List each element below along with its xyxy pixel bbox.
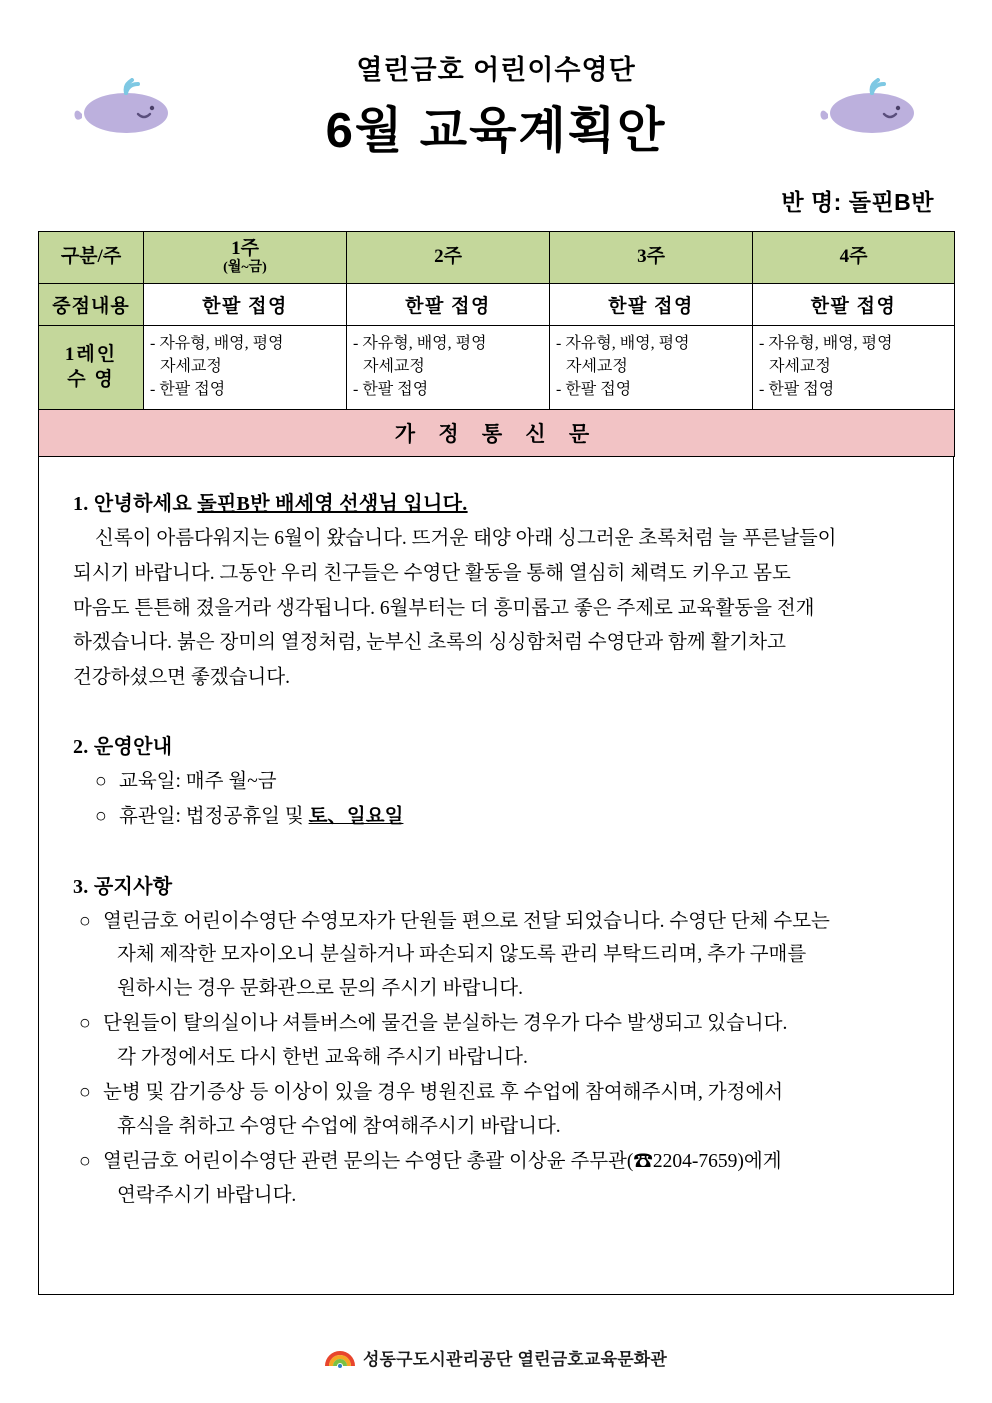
document-header — [38, 0, 954, 162]
lane-week3-line2: 자세교정 — [566, 357, 628, 375]
lane-week4 — [753, 325, 955, 410]
row-label-focus: 중점내용 — [39, 283, 144, 325]
lane-week1 — [144, 325, 347, 410]
table-row — [39, 283, 955, 325]
circle-bullet-icon: ○ — [79, 1082, 91, 1104]
section1-line2: 되시기 바랍니다. 그동안 우리 친구들은 수영단 활동을 통해 열심히 체력도 키우고 몸도 — [73, 562, 791, 584]
circle-bullet-icon: ○ — [79, 1151, 91, 1173]
row-label-lane — [39, 325, 144, 410]
lane-week4-line3: - 한팔 접영 — [759, 380, 835, 398]
section3-item2-line2: 각 가정에서도 다시 한번 교육해 주시기 바랍니다. — [117, 1046, 528, 1068]
section2-item2-text: 휴관일: 법정공휴일 및 — [119, 806, 309, 828]
table-row — [39, 410, 955, 457]
section1-line1: 신록이 아름다워지는 6월이 왔습니다. 뜨거운 태양 아래 싱그러운 초록처럼 늘 푸른날들이 — [95, 528, 837, 550]
monthly-plan-table — [38, 231, 955, 457]
circle-bullet-icon: ○ — [79, 910, 91, 932]
section3-item4-line1: 열린금호 어린이수영단 관련 문의는 수영단 총괄 이상윤 주무관(☎2204-7659)에게 — [103, 1151, 782, 1173]
section3-item3-line2: 휴식을 취하고 수영단 수업에 참여해주시기 바랍니다. — [117, 1115, 561, 1137]
section1-title-underline: 돌핀B반 배세영 선생님 입니다. — [197, 493, 468, 516]
whale-icon — [68, 78, 178, 138]
lane-week1-line2: 자세교정 — [160, 357, 222, 375]
table-row — [39, 325, 955, 410]
section3-item4-line2: 연락주시기 바랍니다. — [117, 1185, 297, 1206]
whale-icon — [814, 78, 924, 138]
list-item — [73, 1007, 919, 1074]
lane-label-line1: 1레인 — [64, 343, 118, 365]
column-header-week1 — [144, 231, 347, 283]
list-item — [73, 905, 919, 1006]
page-title: 6월 교육계획안 — [325, 103, 667, 158]
lane-week1-line3: - 한팔 접영 — [150, 380, 226, 398]
week1-label: 1주 — [231, 237, 259, 259]
lane-label-line2: 수 영 — [67, 369, 115, 391]
section1-line4: 하겠습니다. 붉은 장미의 열정처럼, 눈부신 초록의 싱싱함처럼 수영단과 함께 활기차고 — [73, 632, 786, 654]
circle-bullet-icon: ○ — [95, 806, 107, 828]
list-item — [73, 1145, 919, 1212]
section3-item1-line1: 열린금호 어린이수영단 수영모자가 단원들 편으로 전달 되었습니다. 수영단 단체 수모는 — [103, 910, 830, 932]
section1-title-plain: 1. 안녕하세요 — [73, 493, 198, 516]
section1-line3: 마음도 튼튼해 졌을거라 생각됩니다. 6월부터는 더 흥미롭고 좋은 주제로 교육활동을 전개 — [73, 597, 815, 619]
column-header-week3: 3주 — [550, 231, 753, 283]
lane-week2-line2: 자세교정 — [363, 357, 425, 375]
section3-item3-line1: 눈병 및 감기증상 등 이상이 있을 경우 병원진료 후 수업에 참여해주시며, 가정에서 — [103, 1082, 784, 1104]
column-header-category: 구분/주 — [39, 231, 144, 283]
section3-item1-line3: 원하시는 경우 문화관으로 문의 주시기 바랍니다. — [117, 977, 523, 999]
section1-paragraph — [73, 522, 919, 696]
rainbow-logo-icon — [325, 1344, 355, 1370]
lane-week4-line2: 자세교정 — [769, 357, 831, 375]
lane-week2-line1: - 자유형, 배영, 평영 — [353, 334, 487, 352]
section1-line5: 건강하셨으면 좋겠습니다. — [73, 666, 290, 688]
lane-week4-line1: - 자유형, 배영, 평영 — [759, 334, 893, 352]
table-header-row — [39, 231, 955, 283]
column-header-week2: 2주 — [347, 231, 550, 283]
circle-bullet-icon: ○ — [79, 1013, 91, 1035]
list-item — [73, 765, 919, 799]
footer-organization: 성동구도시관리공단 열린금호교육문화관 — [362, 1349, 668, 1369]
document-footer — [0, 1344, 992, 1375]
week1-sublabel: (월~금) — [223, 260, 267, 276]
section2-item1-text: 교육일: 매주 월~금 — [119, 770, 277, 792]
notice-body — [38, 457, 954, 1295]
section3-title: 3. 공지사항 — [73, 875, 173, 898]
section3-list — [73, 905, 919, 1213]
section2-list — [73, 765, 919, 834]
lane-week3 — [550, 325, 753, 410]
section3-item2-line1: 단원들이 탈의실이나 셔틀버스에 물건을 분실하는 경우가 다수 발생되고 있습니다. — [103, 1013, 788, 1035]
circle-bullet-icon: ○ — [95, 770, 107, 792]
document-subtitle: 열린금호 어린이수영단 — [356, 55, 636, 85]
column-header-week4: 4주 — [753, 231, 955, 283]
lane-week3-line1: - 자유형, 배영, 평영 — [556, 334, 690, 352]
notice-banner: 가 정 통 신 문 — [39, 410, 955, 457]
list-item — [73, 1076, 919, 1143]
lane-week2-line3: - 한팔 접영 — [353, 380, 429, 398]
lane-week2 — [347, 325, 550, 410]
section1-title — [73, 487, 919, 516]
focus-week3: 한팔 접영 — [550, 283, 753, 325]
lane-week1-line1: - 자유형, 배영, 평영 — [150, 334, 284, 352]
focus-week1: 한팔 접영 — [144, 283, 347, 325]
section3-item1-line2: 자체 제작한 모자이오니 분실하거나 파손되지 않도록 관리 부탁드리며, 추가 구매를 — [117, 944, 807, 966]
section2-item2-underline: 토、일요일 — [308, 806, 404, 828]
list-item — [73, 800, 919, 834]
lane-week3-line3: - 한팔 접영 — [556, 380, 632, 398]
focus-week4: 한팔 접영 — [753, 283, 955, 325]
class-name-label: 반 명: 돌핀B반 — [781, 188, 934, 215]
section2-title: 2. 운영안내 — [73, 735, 173, 758]
focus-week2: 한팔 접영 — [347, 283, 550, 325]
